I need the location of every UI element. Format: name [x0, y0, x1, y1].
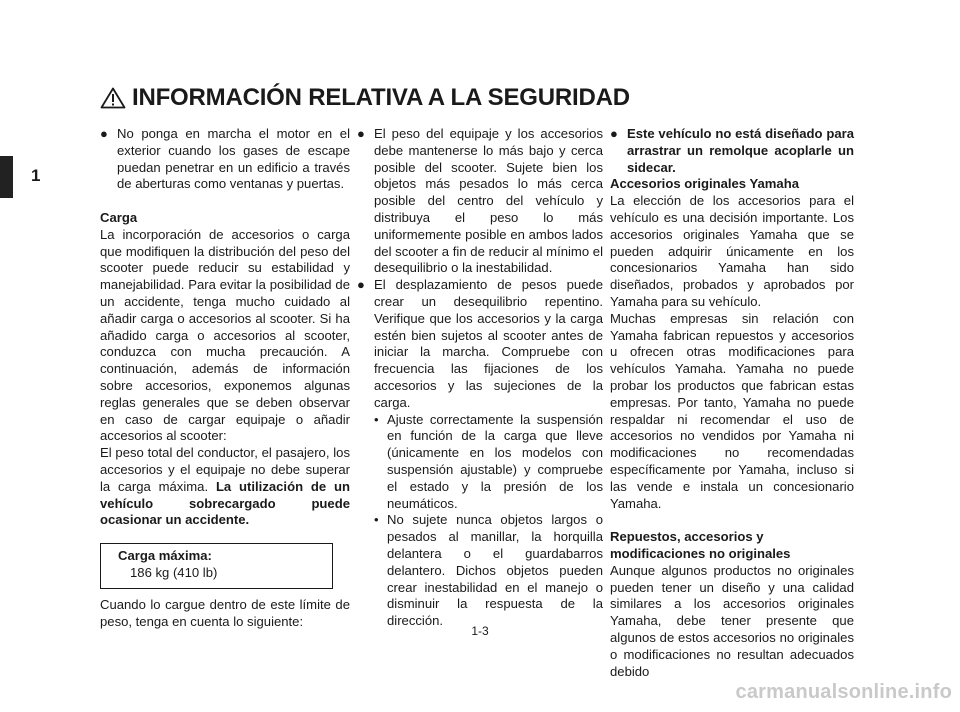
- chapter-number: 1: [31, 166, 41, 185]
- accessories-paragraph-1: La elección de los accesorios para el vehículo es una decisión importante. Los accesorios originales Yamaha que se pueden adquirir únicamente en los concesionarios Yamaha han sido diseñados, probados y aprobados por Yamaha para su vehículo.: [610, 193, 854, 309]
- max-load-label: Carga máxima:: [118, 548, 212, 564]
- bullet-text: El peso del equipaje y los accesorios debe mantenerse lo más bajo y cerca posible del scooter. Sujete bien los objetos más pesados lo más cerca posible del centro del vehículo y distribuya el peso lo más uniformemente posible en ambos lados del scooter a fin de reducir al mínimo el desequilibrio o la inestabilidad.: [374, 126, 603, 276]
- peso-bold-text: La utilización de un vehículo sobrecargado puede ocasionar un accidente.: [100, 478, 351, 528]
- column-2: [357, 126, 603, 630]
- sub-bullet-item: [374, 412, 603, 513]
- watermark: carmanualsonline.info: [735, 681, 952, 703]
- max-load-box: [100, 543, 333, 589]
- sub-bullet-text: No sujete nunca objetos largos o pesados al manillar, la horquilla delantera o el guardabarros delantero. Dichos objetos pueden crear inestabilidad en el manejo o disminuir la respuesta de la dirección.: [387, 512, 603, 629]
- carga-heading: Carga: [100, 209, 138, 225]
- peso-paragraph: [100, 445, 350, 529]
- spare-parts-heading-2: modificaciones no originales: [610, 545, 791, 561]
- bullet-dot-icon: ●: [100, 126, 108, 141]
- bullet-bold-text: Este vehículo no está diseñado para arrastrar un remolque acoplarle un sidecar.: [627, 126, 854, 175]
- page-number: 1-3: [471, 624, 489, 638]
- section-header: [100, 84, 630, 112]
- bullet-dot-icon: ●: [357, 277, 365, 293]
- spare-parts-paragraph: Aunque algunos productos no originales pueden tener un diseño y una calidad similares a los accesorios originales Yamaha, debe tener presente que algunos de estos accesorios no originales o modificaciones no resultan adecuados debido: [610, 562, 854, 679]
- accessories-paragraph-2: Muchas empresas sin relación con Yamaha fabrican repuestos y accesorios u ofrecen otras modificaciones para vehículos Yamaha. Yamaha no puede probar los productos que fabrican estas empresas. Por tanto, Yamaha no puede respaldar ni recomendar el uso de accesorios no vendidos por Yamaha ni modificaciones no recomendadas específicamente por Yamaha, incluso si las vende e instala un concesionario Yamaha.: [610, 310, 854, 511]
- column-1: [100, 126, 350, 630]
- warning-triangle-icon: [100, 87, 126, 109]
- bullet-text: No ponga en marcha el motor en el exterior cuando los gases de escape puedan penetrar en un edificio a través de aberturas como ventanas y puertas.: [117, 126, 350, 192]
- column-3: [610, 126, 854, 680]
- carga-paragraph: La incorporación de accesorios o carga que modifiquen la distribución del peso del scooter puede reducir su estabilidad y manejabilidad. Para evitar la posibilidad de un accidente, tenga mucho cuidado al añadir carga o accesorios al scooter. Si ha añadido carga o accesorios al scooter, conduzca con mucha precaución. A continuación, además de información sobre accesorios, exponemos algunas reglas generales que se deben observar en caso de cargar equipaje o añadir accesorios al scooter:: [100, 226, 350, 444]
- after-box-paragraph: Cuando lo cargue dentro de este límite de peso, tenga en cuenta lo siguiente:: [100, 596, 350, 629]
- bullet-dot-icon: ●: [357, 126, 365, 141]
- small-bullet-icon: •: [374, 411, 379, 427]
- small-bullet-icon: •: [374, 512, 379, 528]
- max-load-value: 186 kg (410 lb): [130, 564, 218, 580]
- bullet-item: [357, 126, 603, 277]
- page-title: INFORMACIÓN RELATIVA A LA SEGURIDAD: [132, 84, 630, 111]
- sub-bullet-text: Ajuste correctamente la suspensión en función de la carga que lleve (únicamente en los modelos con suspensión ajustable) y compruebe el estado y la presión de los neumáticos.: [387, 411, 603, 511]
- bullet-dot-icon: ●: [610, 126, 618, 141]
- bullet-item: [610, 126, 854, 176]
- bullet-text: El desplazamiento de pesos puede crear un desequilibrio repentino. Verifique que los accesorios y la carga estén bien sujetos al scooter antes de iniciar la marcha. Compruebe con frecuencia las fijaciones de los accesorios y las sujeciones de la carga.: [374, 277, 603, 410]
- bullet-item: [100, 126, 350, 193]
- bullet-item: [357, 277, 603, 411]
- spare-parts-heading-1: Repuestos, accesorios y: [610, 529, 764, 545]
- sub-bullet-item: [374, 512, 603, 630]
- chapter-tab: [0, 156, 13, 198]
- accessories-heading: Accesorios originales Yamaha: [610, 176, 799, 192]
- peso-text: El peso total del conductor, el pasajero, los accesorios y el equipaje no debe superar la carga máxima.: [100, 445, 350, 494]
